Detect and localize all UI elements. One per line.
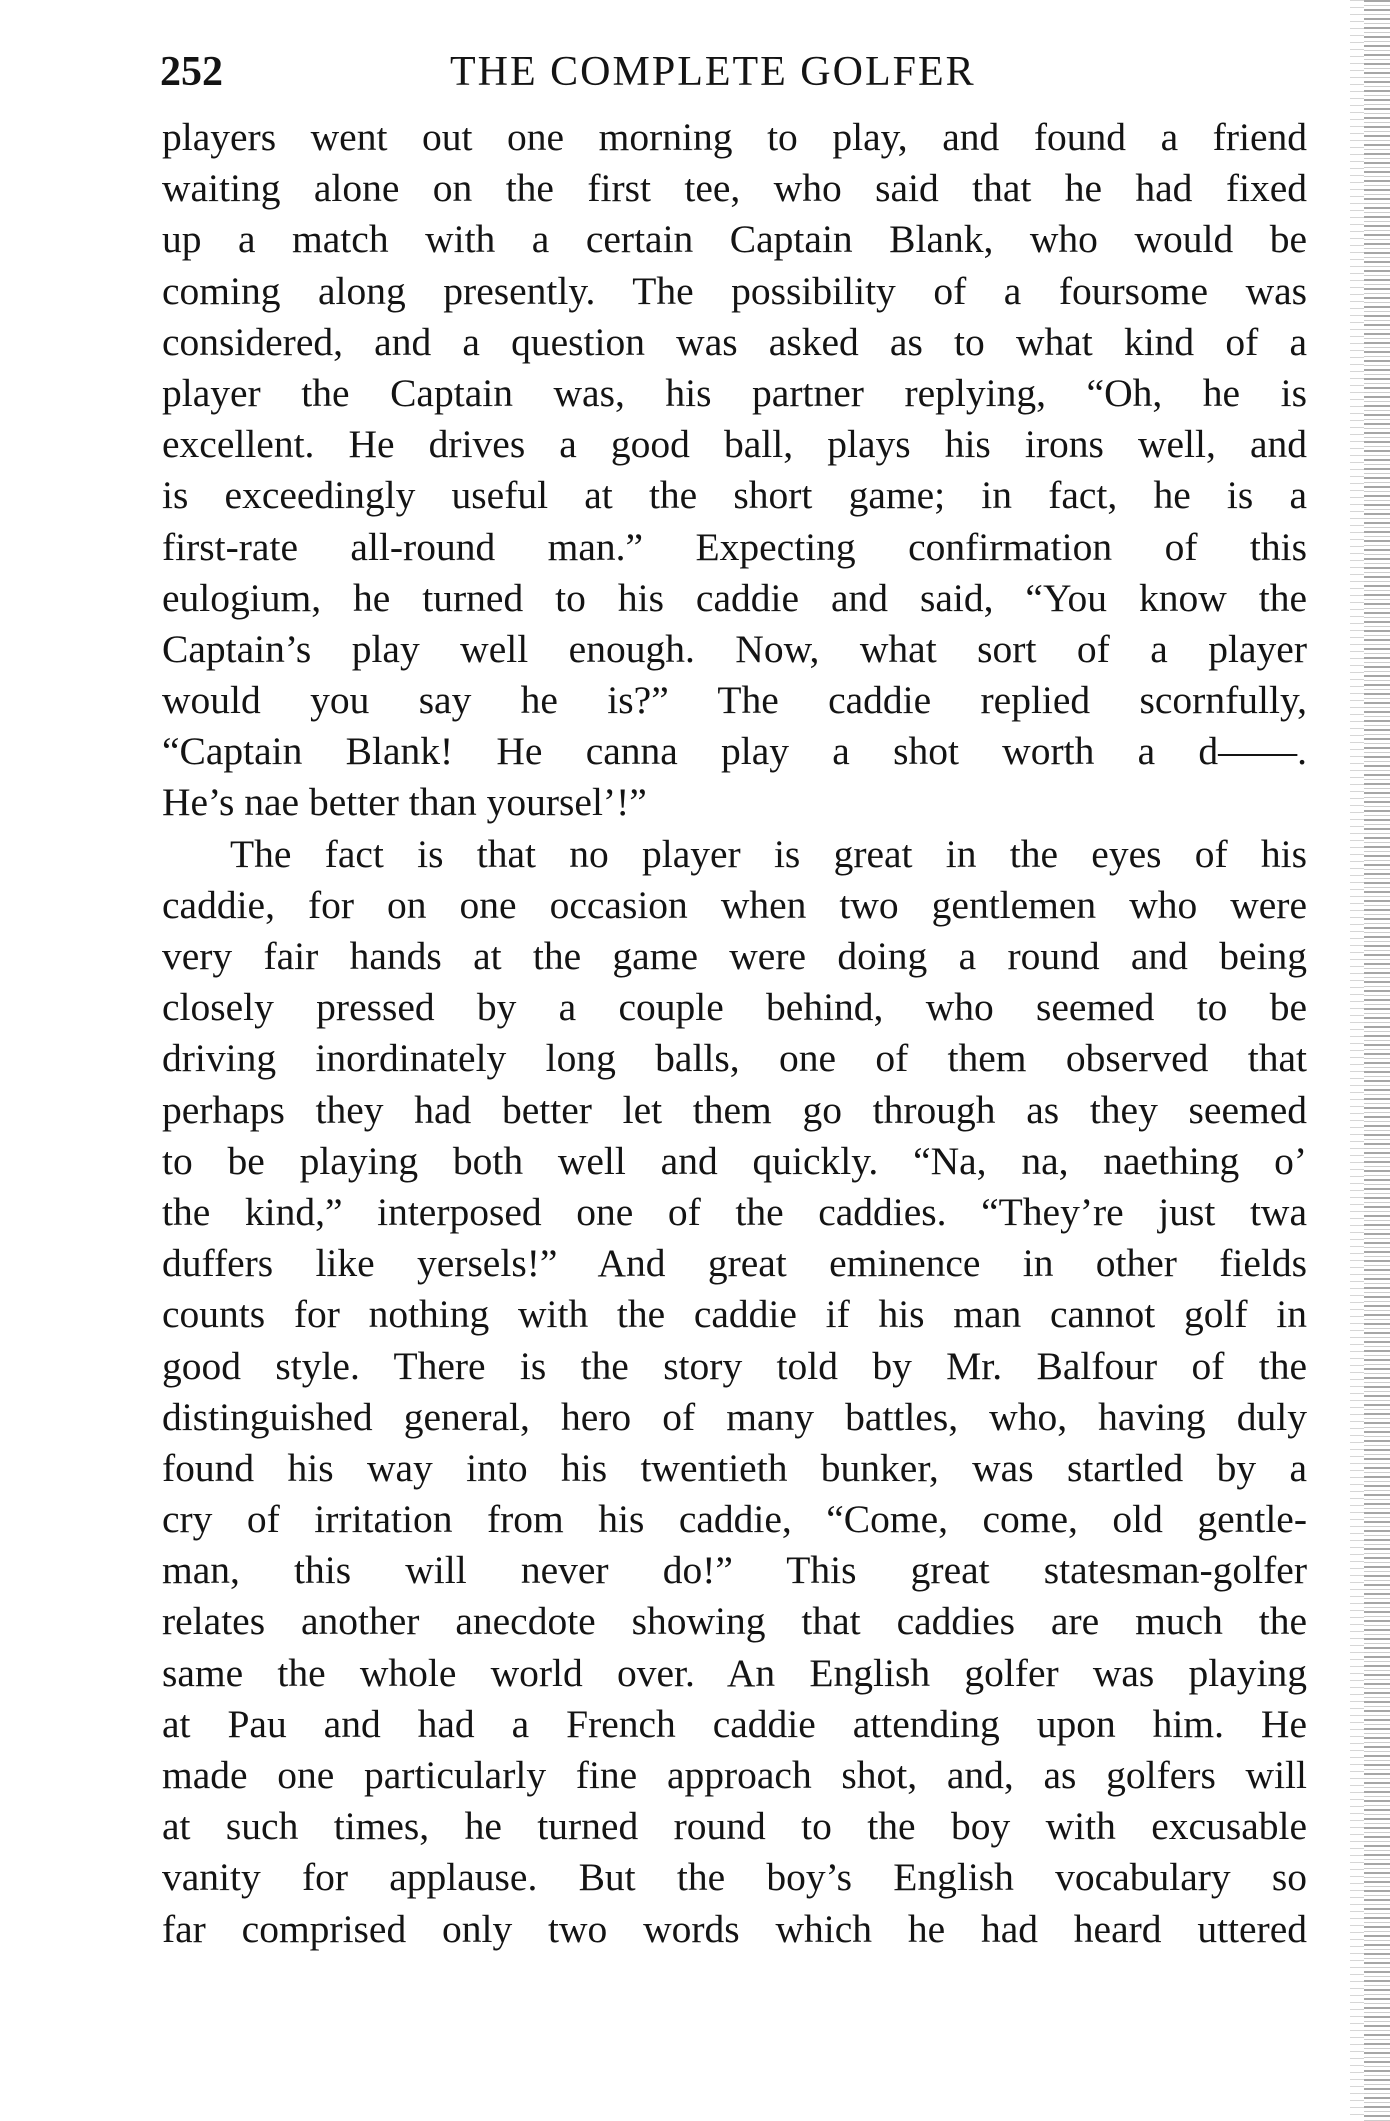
page-header bbox=[160, 42, 1310, 102]
text-line: same the whole world over. An English golfer was playing bbox=[162, 1650, 1307, 1695]
text-line: up a match with a certain Captain Blank, who would be bbox=[162, 217, 1307, 262]
text-line: considered, and a question was asked as to what kind of a bbox=[162, 319, 1307, 364]
text-line: duffers like yersels!” And great eminence in other fields bbox=[162, 1241, 1307, 1286]
text-line: vanity for applause. But the boy’s English vocabulary so bbox=[162, 1855, 1307, 1900]
text-line: would you say he is?” The caddie replied scornfully, bbox=[162, 678, 1307, 723]
running-title: THE COMPLETE GOLFER bbox=[450, 49, 976, 95]
text-line: waiting alone on the first tee, who said that he had fixed bbox=[162, 166, 1307, 211]
text-line: to be playing both well and quickly. “Na, na, naething o’ bbox=[162, 1138, 1307, 1183]
text-line: the kind,” interposed one of the caddies. “They’re just twa bbox=[162, 1189, 1307, 1234]
text-line: first-rate all-round man.” Expecting confirmation of this bbox=[162, 524, 1307, 569]
text-line: driving inordinately long balls, one of them observed that bbox=[162, 1036, 1307, 1081]
text-line: excellent. He drives a good ball, plays his irons well, and bbox=[162, 422, 1307, 467]
text-line: at such times, he turned round to the boy with excusable bbox=[162, 1804, 1307, 1849]
text-line: player the Captain was, his partner replying, “Oh, he is bbox=[162, 370, 1307, 415]
text-line: Captain’s play well enough. Now, what sort of a player bbox=[162, 626, 1307, 671]
page-number: 252 bbox=[160, 49, 223, 95]
text-line: He’s nae better than yoursel’!” bbox=[162, 780, 647, 825]
page-edge-shadow bbox=[1350, 0, 1364, 2121]
text-line: players went out one morning to play, and found a friend bbox=[162, 115, 1307, 159]
text-line: counts for nothing with the caddie if his man cannot golf in bbox=[162, 1292, 1307, 1337]
text-line: is exceedingly useful at the short game; in fact, he is a bbox=[162, 473, 1307, 518]
text-line: found his way into his twentieth bunker, was startled by a bbox=[162, 1445, 1307, 1490]
text-line: coming along presently. The possibility of a foursome was bbox=[162, 268, 1307, 313]
text-line: caddie, for on one occasion when two gentlemen who were bbox=[162, 882, 1307, 927]
text-line: man, this will never do!” This great statesman-golfer bbox=[162, 1548, 1307, 1593]
text-line: closely pressed by a couple behind, who seemed to be bbox=[162, 985, 1307, 1030]
page-edge-scan-noise bbox=[1364, 0, 1390, 2121]
text-line: cry of irritation from his caddie, “Come, come, old gentle- bbox=[162, 1497, 1307, 1542]
text-line: The fact is that no player is great in the eyes of his bbox=[230, 831, 1307, 876]
text-line: very fair hands at the game were doing a round and being bbox=[162, 934, 1307, 978]
text-line: made one particularly fine approach shot, and, as golfers will bbox=[162, 1753, 1307, 1797]
body-text bbox=[162, 112, 1307, 1955]
text-line: “Captain Blank! He canna play a shot worth a d——. bbox=[162, 729, 1307, 774]
text-line: good style. There is the story told by Mr. Balfour of the bbox=[162, 1343, 1307, 1388]
text-line: perhaps they had better let them go through as they seemed bbox=[162, 1087, 1307, 1132]
text-line: far comprised only two words which he had heard uttered bbox=[162, 1906, 1307, 1951]
text-line: relates another anecdote showing that caddies are much the bbox=[162, 1599, 1307, 1644]
text-line: at Pau and had a French caddie attending upon him. He bbox=[162, 1701, 1307, 1746]
text-line: eulogium, he turned to his caddie and said, “You know the bbox=[162, 575, 1307, 620]
text-line: distinguished general, hero of many battles, who, having duly bbox=[162, 1394, 1307, 1439]
